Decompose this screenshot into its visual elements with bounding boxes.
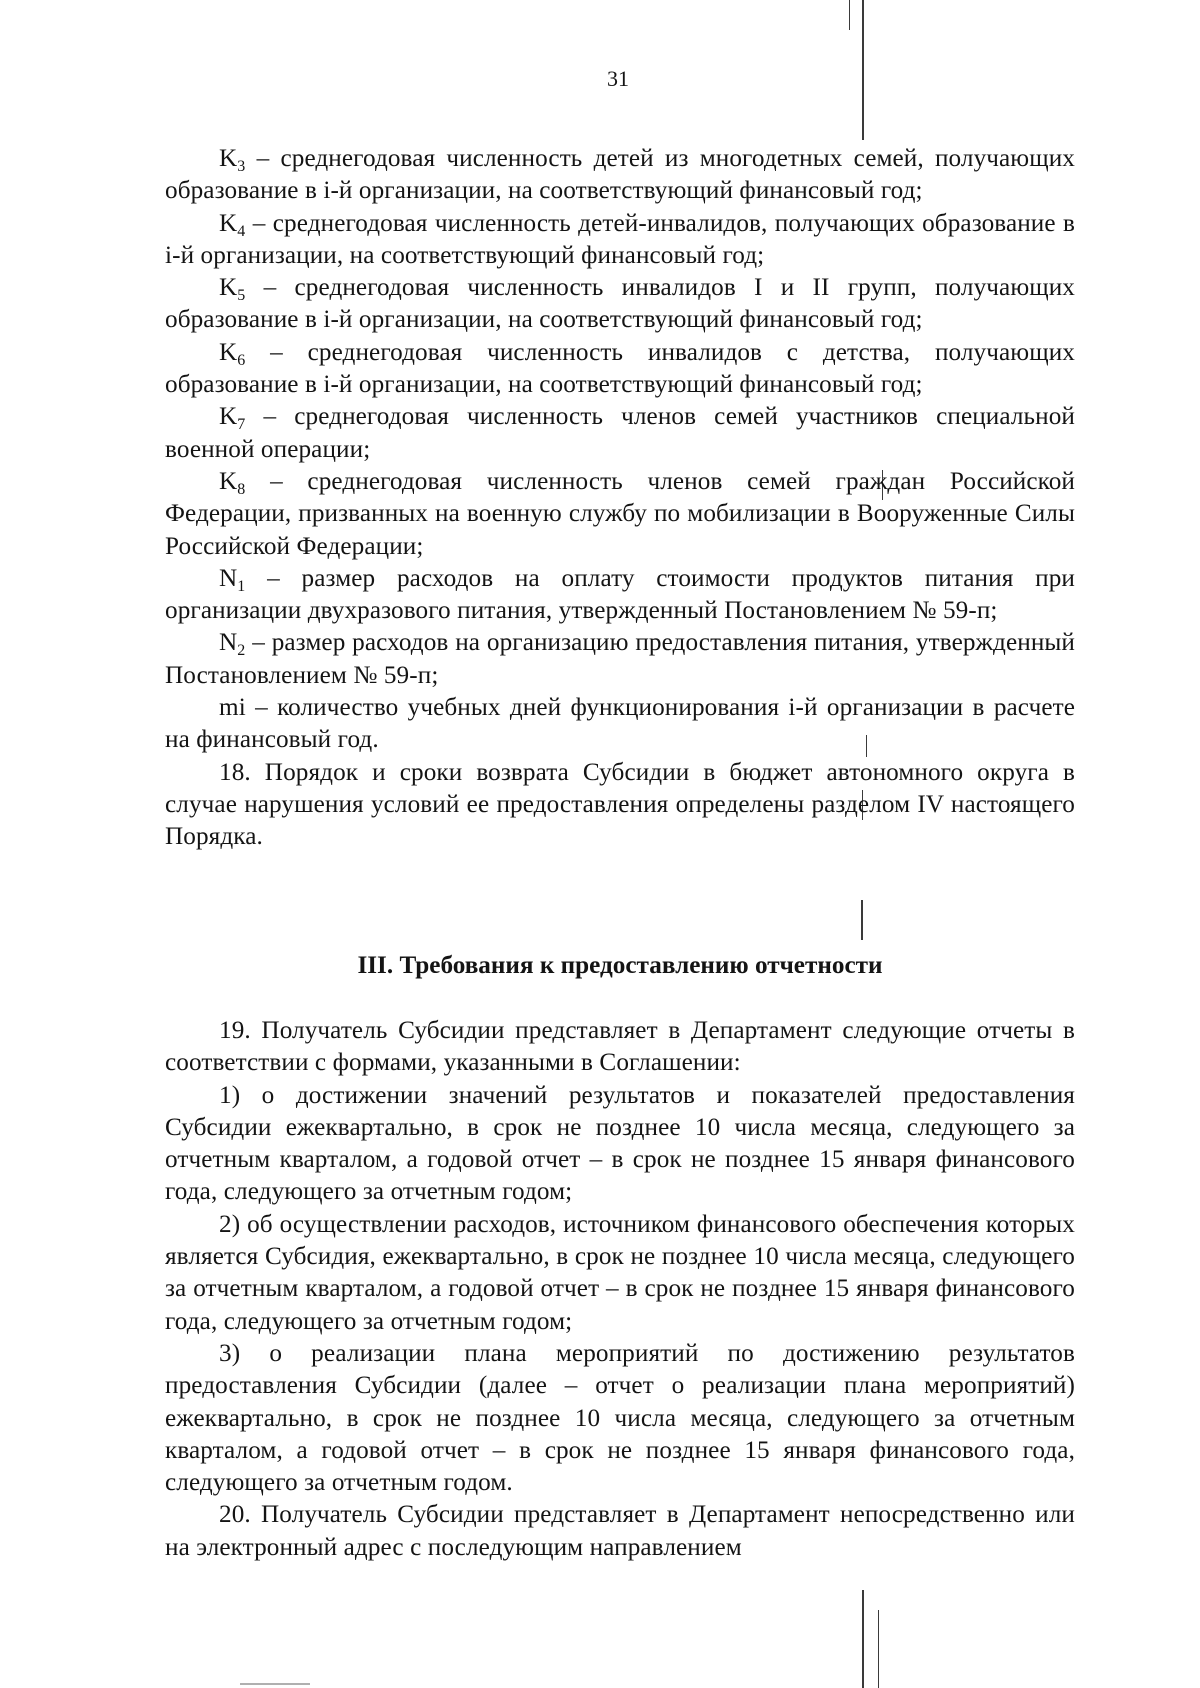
definition-subscript: 2	[237, 642, 246, 660]
reporting-paragraph: 19. Получатель Субсидии представляет в Департамент следующие отчеты в соответствии с формами, указанными в Соглашении:	[165, 1017, 1075, 1077]
reporting-paragraph: 1) о достижении значений результатов и показателей предоставления Субсидии ежеквартально, в срок не позднее 10 числа месяца, следующего за отчетным кварталом, а годовой отчет – в срок не позднее 15 января финансового года, следующего за отчетным годом;	[165, 1081, 1075, 1206]
definition-paragraph	[165, 337, 1075, 402]
definition-symbol: K	[219, 145, 238, 172]
definition-subscript: 7	[237, 416, 246, 434]
definition-text: – среднегодовая численность членов семей участников специальной военной операции;	[165, 403, 1075, 463]
definition-paragraph	[165, 466, 1075, 563]
definition-symbol: K	[219, 209, 238, 237]
scan-margin-line-mid-4	[861, 900, 863, 940]
definition-subscript: 4	[237, 222, 246, 240]
definition-subscript: 5	[237, 287, 246, 305]
definition-text: – размер расходов на организацию предоставления питания, утвержденный Постановлением № 59-п;	[165, 629, 1075, 689]
definition-subscript: 8	[237, 480, 246, 498]
definition-paragraph	[165, 143, 1075, 208]
reporting-block	[165, 1015, 1075, 1564]
definition-paragraph	[165, 692, 1075, 757]
definition-text: – среднегодовая численность инвалидов I и II групп, получающих образование в i-й организации, на соответствующий финансовый год;	[165, 274, 1075, 334]
definition-text: – среднегодовая численность инвалидов с детства, получающих образование в i-й организации, на соответствующий финансовый год;	[165, 338, 1075, 399]
scan-margin-line-bottom-1	[862, 1590, 864, 1688]
definition-subscript: 6	[237, 351, 246, 369]
definition-symbol: N	[219, 564, 238, 592]
page-number: 31	[607, 66, 629, 91]
scan-margin-line-bottom-2	[878, 1610, 879, 1688]
reporting-paragraph: 2) об осуществлении расходов, источником финансового обеспечения которых является Субсидия, ежеквартально, в срок не позднее 10 числа месяца, следующего за отчетным кварталом, а годовой отчет – в срок не позднее 15 января финансового года, следующего за отчетным годом;	[165, 1210, 1075, 1335]
definition-symbol: K	[219, 403, 238, 431]
definition-text: – среднегодовая численность членов семей граждан Российской Федерации, призванных на военную службу по мобилизации в Вооруженные Силы Российской Федерации;	[165, 467, 1075, 560]
definition-symbol: K	[219, 274, 238, 302]
definition-subscript: 3	[237, 158, 246, 175]
definition-paragraph	[165, 627, 1075, 692]
scan-bottom-smudge	[240, 1683, 310, 1685]
definition-paragraph	[165, 563, 1075, 628]
definition-symbol: K	[219, 467, 238, 495]
paragraph-18: 18. Порядок и сроки возврата Субсидии в бюджет автономного округа в случае нарушения условий ее предоставления определены разделом IV настоящего Порядка.	[165, 758, 1075, 851]
definition-paragraph	[165, 401, 1075, 466]
reporting-paragraph: 3) о реализации плана мероприятий по достижению результатов предоставления Субсидии (далее – отчет о реализации плана мероприятий) ежеквартально, в срок не позднее 10 числа месяца, следующего за отчетным кварталом, а годовой отчет – в срок не позднее 15 января финансового года, следующего за отчетным годом.	[165, 1339, 1075, 1497]
definition-text: – количество учебных дней функционирования i-й организации в расчете на финансовый год.	[165, 694, 1075, 754]
scan-margin-line-top-2	[849, 0, 850, 30]
definition-paragraph	[165, 272, 1075, 337]
section-title: III. Требования к предоставлению отчетности	[357, 952, 883, 979]
definitions-block	[165, 143, 1075, 854]
reporting-paragraph: 20. Получатель Субсидии представляет в Департамент непосредственно или на электронный адрес с последующим направлением	[165, 1501, 1075, 1561]
definition-text: – размер расходов на оплату стоимости продуктов питания при организации двухразового питания, утвержденный Постановлением № 59-п;	[165, 564, 1075, 625]
definition-text: – среднегодовая численность детей из многодетных семей, получающих образование в i-й организации, на соответствующий финансовый год;	[165, 145, 1075, 205]
definition-symbol: K	[219, 338, 238, 366]
definition-paragraph	[165, 208, 1075, 273]
definition-symbol: N	[219, 629, 238, 657]
definition-symbol: mi	[219, 694, 246, 722]
definition-text: – среднегодовая численность детей-инвалидов, получающих образование в i-й организации, на соответствующий финансовый год;	[165, 209, 1075, 269]
definition-subscript: 1	[237, 577, 246, 595]
